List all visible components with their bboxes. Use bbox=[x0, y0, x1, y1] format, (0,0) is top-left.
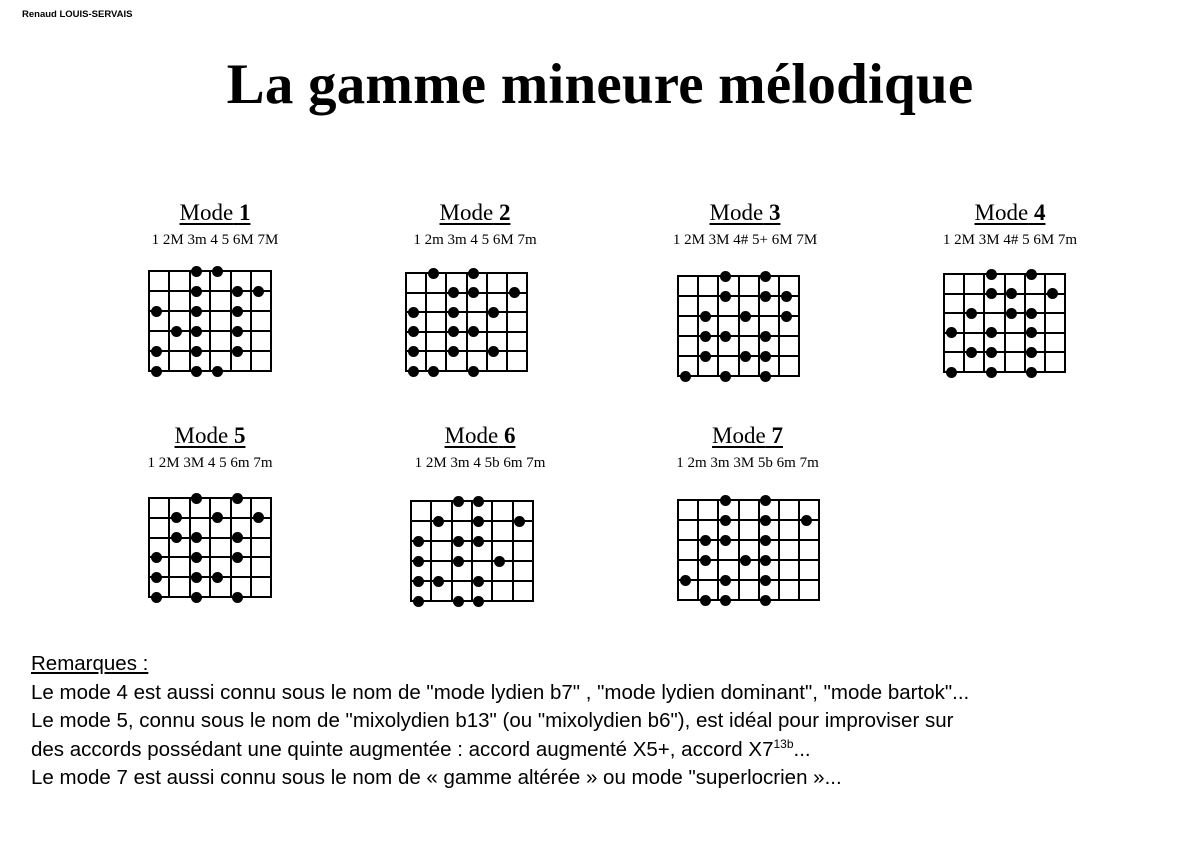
note-dot bbox=[1026, 367, 1037, 378]
note-dot bbox=[720, 495, 731, 506]
fret-line bbox=[189, 497, 191, 598]
note-dot bbox=[413, 596, 424, 607]
mode-title bbox=[125, 423, 295, 449]
note-dot bbox=[1026, 327, 1037, 338]
fret-line bbox=[425, 272, 427, 372]
fret-line bbox=[758, 275, 760, 377]
note-dot bbox=[468, 268, 479, 279]
note-dot bbox=[760, 291, 771, 302]
note-dot bbox=[740, 555, 751, 566]
note-dot bbox=[720, 271, 731, 282]
fret-line bbox=[526, 272, 528, 372]
fret-line bbox=[270, 497, 272, 598]
note-dot bbox=[468, 326, 479, 337]
note-dot bbox=[473, 596, 484, 607]
note-dot bbox=[946, 367, 957, 378]
note-dot bbox=[232, 326, 243, 337]
fret-line bbox=[486, 272, 488, 372]
fret-line bbox=[717, 275, 719, 377]
note-dot bbox=[1047, 288, 1058, 299]
note-dot bbox=[448, 287, 459, 298]
note-dot bbox=[171, 532, 182, 543]
mode-label: Mode bbox=[712, 423, 766, 448]
mode-intervals: 1 2M 3M 4 5 6m 7m bbox=[147, 455, 273, 471]
mode-intervals: 1 2m 3m 3M 5b 6m 7m bbox=[676, 455, 819, 471]
fret-line bbox=[209, 270, 211, 372]
fret-line bbox=[168, 497, 170, 598]
fret-line bbox=[778, 499, 780, 601]
fret-line bbox=[250, 270, 252, 372]
fret-line bbox=[466, 272, 468, 372]
fret-line bbox=[738, 275, 740, 377]
note-dot bbox=[191, 572, 202, 583]
note-dot bbox=[151, 572, 162, 583]
note-dot bbox=[473, 536, 484, 547]
mode-label: Mode bbox=[179, 200, 234, 225]
fretboard-grid bbox=[405, 272, 526, 370]
note-dot bbox=[1026, 269, 1037, 280]
note-dot bbox=[413, 556, 424, 567]
note-dot bbox=[760, 555, 771, 566]
note-dot bbox=[760, 351, 771, 362]
fret-line bbox=[148, 270, 150, 372]
note-dot bbox=[700, 311, 711, 322]
note-dot bbox=[473, 496, 484, 507]
note-dot bbox=[413, 576, 424, 587]
note-dot bbox=[488, 346, 499, 357]
note-dot bbox=[453, 596, 464, 607]
fret-line bbox=[983, 273, 985, 373]
mode-number: 3 bbox=[768, 200, 781, 225]
note-dot bbox=[232, 592, 243, 603]
mode-label: Mode bbox=[174, 423, 229, 448]
note-dot bbox=[494, 556, 505, 567]
note-dot bbox=[966, 308, 977, 319]
note-dot bbox=[408, 307, 419, 318]
note-dot bbox=[232, 306, 243, 317]
note-dot bbox=[191, 366, 202, 377]
fret-line bbox=[738, 499, 740, 601]
note-dot bbox=[760, 495, 771, 506]
note-dot bbox=[428, 366, 439, 377]
note-dot bbox=[966, 347, 977, 358]
note-dot bbox=[232, 493, 243, 504]
note-dot bbox=[448, 307, 459, 318]
note-dot bbox=[700, 351, 711, 362]
mode-title bbox=[385, 200, 565, 226]
mode-intervals: 1 2M 3M 4# 5 6M 7m bbox=[942, 232, 1078, 248]
note-dot bbox=[986, 269, 997, 280]
mode-number: 7 bbox=[771, 423, 783, 448]
note-dot bbox=[453, 496, 464, 507]
note-dot bbox=[986, 367, 997, 378]
fretboard-grid bbox=[148, 270, 270, 370]
note-dot bbox=[191, 532, 202, 543]
note-dot bbox=[760, 535, 771, 546]
note-dot bbox=[801, 515, 812, 526]
note-dot bbox=[151, 366, 162, 377]
note-dot bbox=[191, 552, 202, 563]
fret-line bbox=[230, 497, 232, 598]
note-dot bbox=[1026, 308, 1037, 319]
note-dot bbox=[232, 286, 243, 297]
fret-line bbox=[168, 270, 170, 372]
fret-line bbox=[677, 499, 679, 601]
fret-line bbox=[1064, 273, 1066, 373]
fret-line bbox=[963, 273, 965, 373]
mode-label: Mode bbox=[439, 200, 494, 225]
fret-line bbox=[250, 497, 252, 598]
note-dot bbox=[946, 327, 957, 338]
note-dot bbox=[151, 346, 162, 357]
note-dot bbox=[986, 327, 997, 338]
note-dot bbox=[1006, 308, 1017, 319]
mode-label: Mode bbox=[709, 200, 764, 225]
fret-line bbox=[270, 270, 272, 372]
note-dot bbox=[700, 331, 711, 342]
fret-line bbox=[818, 499, 820, 601]
note-dot bbox=[680, 371, 691, 382]
mode-number: 1 bbox=[238, 200, 251, 225]
fret-line bbox=[148, 497, 150, 598]
note-dot bbox=[986, 288, 997, 299]
fret-line bbox=[697, 499, 699, 601]
fret-line bbox=[758, 499, 760, 601]
remarks-heading: Remarques : bbox=[31, 652, 149, 675]
mode-title bbox=[130, 200, 300, 226]
note-dot bbox=[720, 371, 731, 382]
fret-line bbox=[798, 275, 800, 377]
note-dot bbox=[760, 371, 771, 382]
note-dot bbox=[760, 515, 771, 526]
note-dot bbox=[488, 307, 499, 318]
note-dot bbox=[408, 326, 419, 337]
fretboard-grid bbox=[410, 500, 532, 600]
note-dot bbox=[514, 516, 525, 527]
note-dot bbox=[680, 575, 691, 586]
fret-line bbox=[943, 273, 945, 373]
remark-mode-5-cont bbox=[31, 736, 969, 765]
note-dot bbox=[1026, 347, 1037, 358]
remark-mode-7: Le mode 7 est aussi connu sous le nom de « gamme altérée » ou mode "superlocrien »... bbox=[31, 766, 842, 789]
fret-line bbox=[532, 500, 534, 602]
note-dot bbox=[232, 346, 243, 357]
note-dot bbox=[760, 271, 771, 282]
note-dot bbox=[408, 346, 419, 357]
note-dot bbox=[720, 515, 731, 526]
fret-line bbox=[512, 500, 514, 602]
note-dot bbox=[473, 516, 484, 527]
note-dot bbox=[453, 536, 464, 547]
mode-number: 5 bbox=[233, 423, 246, 448]
mode-title bbox=[390, 423, 570, 449]
note-dot bbox=[760, 595, 771, 606]
note-dot bbox=[720, 575, 731, 586]
note-dot bbox=[151, 306, 162, 317]
note-dot bbox=[740, 351, 751, 362]
note-dot bbox=[740, 311, 751, 322]
page-title: La gamme mineure mélodique bbox=[226, 53, 974, 116]
note-dot bbox=[191, 592, 202, 603]
mode-title bbox=[915, 200, 1105, 226]
note-dot bbox=[720, 291, 731, 302]
mode-label: Mode bbox=[974, 200, 1029, 225]
fret-line bbox=[1044, 273, 1046, 373]
note-dot bbox=[720, 595, 731, 606]
note-dot bbox=[253, 512, 264, 523]
note-dot bbox=[232, 552, 243, 563]
fret-line bbox=[451, 500, 453, 602]
mode-number: 2 bbox=[498, 200, 511, 225]
note-dot bbox=[151, 552, 162, 563]
fret-line bbox=[697, 275, 699, 377]
note-dot bbox=[191, 266, 202, 277]
remark-mode-4: Le mode 4 est aussi connu sous le nom de "mode lydien b7" , "mode lydien dominant", "mode bartok"... bbox=[31, 680, 970, 704]
note-dot bbox=[700, 595, 711, 606]
note-dot bbox=[781, 291, 792, 302]
fret-line bbox=[717, 499, 719, 601]
mode-number: 6 bbox=[503, 423, 516, 448]
fret-line bbox=[778, 275, 780, 377]
note-dot bbox=[760, 331, 771, 342]
fret-line bbox=[506, 272, 508, 372]
note-dot bbox=[191, 326, 202, 337]
mode-intervals: 1 2M 3m 4 5 6M 7M bbox=[151, 232, 279, 248]
note-dot bbox=[171, 512, 182, 523]
note-dot bbox=[760, 575, 771, 586]
note-dot bbox=[468, 366, 479, 377]
note-dot bbox=[212, 512, 223, 523]
note-dot bbox=[151, 592, 162, 603]
note-dot bbox=[212, 366, 223, 377]
note-dot bbox=[191, 346, 202, 357]
mode-intervals: 1 2M 3M 4# 5+ 6M 7M bbox=[672, 232, 818, 248]
note-dot bbox=[448, 346, 459, 357]
note-dot bbox=[408, 366, 419, 377]
fret-line bbox=[677, 275, 679, 377]
note-dot bbox=[433, 576, 444, 587]
note-dot bbox=[781, 311, 792, 322]
note-dot bbox=[191, 306, 202, 317]
fret-line bbox=[798, 499, 800, 601]
fretboard-grid bbox=[943, 273, 1064, 371]
fretboard-grid bbox=[677, 275, 798, 375]
note-dot bbox=[253, 286, 264, 297]
mode-intervals: 1 2m 3m 4 5 6M 7m bbox=[413, 232, 537, 248]
note-dot bbox=[700, 535, 711, 546]
note-dot bbox=[720, 535, 731, 546]
fret-line bbox=[230, 270, 232, 372]
note-dot bbox=[700, 555, 711, 566]
note-dot bbox=[191, 286, 202, 297]
note-dot bbox=[191, 493, 202, 504]
mode-number: 4 bbox=[1033, 200, 1046, 225]
fret-line bbox=[445, 272, 447, 372]
fret-line bbox=[405, 272, 407, 372]
fretboard-grid bbox=[677, 499, 818, 599]
remark-mode-5: Le mode 5, connu sous le nom de "mixolydien b13" (ou "mixolydien b6"), est idéal pour improviser sur bbox=[31, 709, 954, 732]
mode-title bbox=[655, 423, 840, 449]
note-dot bbox=[171, 326, 182, 337]
fretboard-grid bbox=[148, 497, 270, 596]
note-dot bbox=[453, 556, 464, 567]
note-dot bbox=[413, 536, 424, 547]
note-dot bbox=[473, 576, 484, 587]
note-dot bbox=[448, 326, 459, 337]
mode-title bbox=[650, 200, 840, 226]
remark-mode-5-text: des accords possédant une quinte augmentée : accord augmenté X5+, accord X7 bbox=[31, 737, 774, 761]
note-dot bbox=[986, 347, 997, 358]
author-name: Renaud LOUIS-SERVAIS bbox=[22, 9, 133, 20]
remarks-section bbox=[31, 650, 969, 793]
note-dot bbox=[720, 331, 731, 342]
fret-line bbox=[1024, 273, 1026, 373]
note-dot bbox=[1006, 288, 1017, 299]
note-dot bbox=[433, 516, 444, 527]
fret-line bbox=[189, 270, 191, 372]
fret-line bbox=[471, 500, 473, 602]
mode-label: Mode bbox=[444, 423, 499, 448]
remark-ellipsis: ... bbox=[793, 737, 811, 761]
fret-line bbox=[410, 500, 412, 602]
note-dot bbox=[468, 287, 479, 298]
note-dot bbox=[509, 287, 520, 298]
fret-line bbox=[209, 497, 211, 598]
fret-line bbox=[1004, 273, 1006, 373]
note-dot bbox=[232, 532, 243, 543]
fret-line bbox=[491, 500, 493, 602]
note-dot bbox=[428, 268, 439, 279]
note-dot bbox=[212, 572, 223, 583]
mode-intervals: 1 2M 3m 4 5b 6m 7m bbox=[414, 455, 546, 471]
chord-superscript: 13b bbox=[773, 736, 794, 751]
note-dot bbox=[212, 266, 223, 277]
fret-line bbox=[430, 500, 432, 602]
